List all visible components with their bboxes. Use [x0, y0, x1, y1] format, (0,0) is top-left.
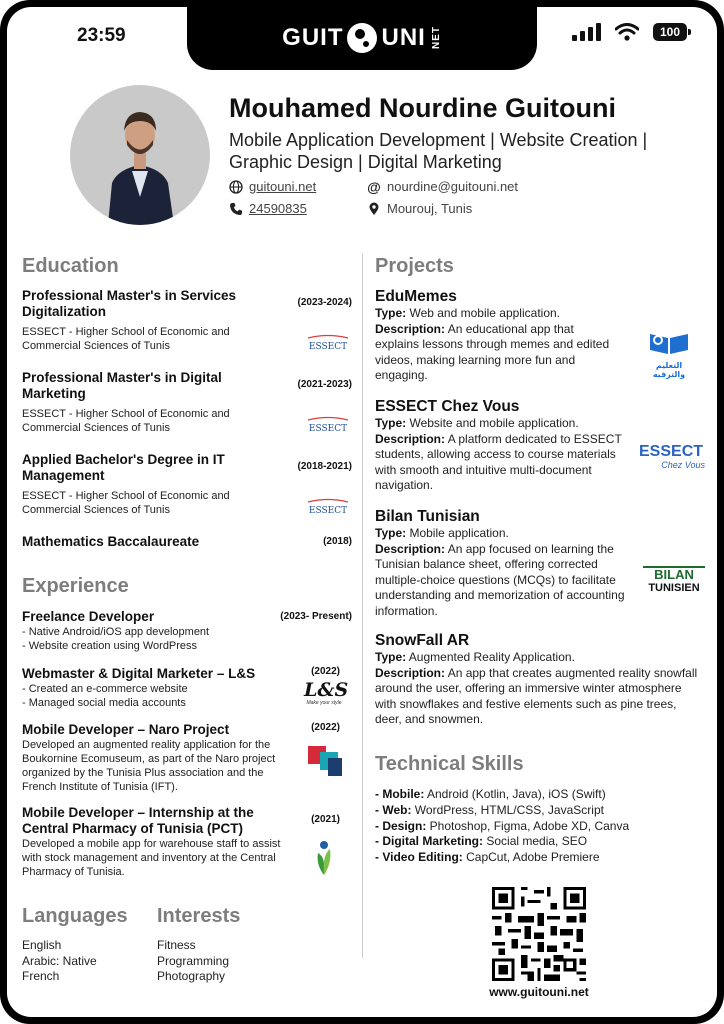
education-item: [22, 534, 352, 550]
naro-logo: [306, 744, 346, 778]
edumemes-logo: [641, 326, 697, 379]
brand-logo: [282, 23, 442, 53]
degree-title: Professional Master's in Digital Marketing: [22, 370, 222, 401]
project-title: SnowFall AR: [375, 632, 470, 649]
degree-title: Professional Master's in Services Digitalization: [22, 288, 237, 319]
moon-icon: [347, 23, 377, 53]
project-description: Description: An educational app that explains lessons through memes and edited videos, making learning more fun and engaging.: [375, 321, 610, 382]
location-contact: [367, 201, 472, 216]
wifi-icon: [615, 23, 639, 41]
essect-logo: [304, 416, 352, 436]
interest-item: Programming: [157, 953, 230, 968]
project-item: [375, 508, 705, 619]
project-type: Type: Augmented Reality Application.: [375, 650, 575, 664]
job-date: (2022): [311, 722, 340, 733]
experience-item: [22, 722, 352, 794]
job-role: Webmaster & Digital Marketer – L&S: [22, 666, 256, 681]
project-type: Type: Website and mobile application.: [375, 416, 579, 430]
essect-chez-vous-logo-sub: Chez Vous: [661, 460, 705, 470]
job-detail: - Created an e-commerce website: [22, 683, 188, 695]
interests-heading: Interests: [157, 905, 241, 927]
phone-link[interactable]: 24590835: [249, 201, 307, 216]
ls-logo: [304, 679, 349, 710]
skill-item: - Video Editing: CapCut, Adobe Premiere: [375, 850, 600, 865]
column-divider: [362, 253, 363, 958]
brand-right: UNI: [381, 23, 426, 51]
project-item: [375, 632, 705, 728]
degree-title: Applied Bachelor's Degree in IT Management: [22, 452, 225, 483]
skill-item: - Web: WordPress, HTML/CSS, JavaScript: [375, 802, 604, 817]
essect-logo: [304, 334, 352, 354]
project-item: [375, 398, 705, 494]
project-type: Type: Web and mobile application.: [375, 306, 560, 320]
experience-item: [22, 805, 352, 879]
job-date: (2022): [311, 666, 340, 677]
job-detail: - Website creation using WordPress: [22, 640, 198, 652]
projects-heading: Projects: [375, 255, 454, 277]
screen: [7, 7, 717, 1017]
website-contact[interactable]: [229, 179, 316, 194]
status-icons: [572, 23, 687, 41]
email-link[interactable]: nourdine@guitouni.net: [387, 179, 519, 194]
job-role: Mobile Developer – Naro Project: [22, 722, 230, 737]
project-item: [375, 288, 705, 384]
ls-logo-tagline: Make your style: [306, 700, 342, 706]
project-type: Type: Mobile application.: [375, 526, 509, 540]
project-description: Description: An app that creates augmented reality snowfall around the user, offering an immersive winter atmosphere with snowflakes and festive elements such as pine trees, deer, and snowmen.: [375, 665, 698, 726]
pct-logo: [308, 837, 340, 877]
school-name: ESSECT - Higher School of Economic and Commercial Sciences of Tunis: [22, 490, 230, 516]
website-link[interactable]: guitouni.net: [249, 179, 317, 194]
language-item: Arabic: Native: [22, 953, 97, 968]
job-date: (2023- Present): [280, 611, 352, 622]
project-description: Description: A platform dedicated to ESSECT students, allowing access to course materials with smooth and intuitive multi-document navigation.: [375, 431, 622, 492]
job-role: Mobile Developer – Internship at the Central Pharmacy of Tunisia (PCT): [22, 805, 254, 836]
job-date: (2021): [311, 814, 340, 825]
job-detail: Developed a mobile app for warehouse staff to assist with stock management and inventory at the Central Pharmacy of Tunisia.: [22, 838, 281, 878]
essect-logo-text: ESSECT: [308, 506, 348, 516]
ls-logo-text: L&S: [304, 679, 349, 701]
essect-logo: [304, 498, 352, 518]
languages-heading: Languages: [22, 905, 128, 927]
interest-item: Fitness: [157, 938, 196, 952]
job-detail: Developed an augmented reality application for the Boukornine Ecomuseum, as part of the Naro project organized by the Tunisia Plus association and the French Institute of Tunisia (IFT).: [22, 739, 276, 793]
skill-item: - Mobile: Android (Kotlin, Java), iOS (Swift): [375, 787, 606, 801]
school-name: ESSECT - Higher School of Economic and Commercial Sciences of Tunis: [22, 326, 230, 352]
skills-heading: Technical Skills: [375, 753, 524, 775]
skill-item: - Digital Marketing: Social media, SEO: [375, 834, 588, 849]
job-role: Freelance Developer: [22, 609, 155, 624]
essect-chez-vous-logo: [639, 443, 705, 470]
at-icon: @: [367, 178, 381, 195]
brand-left: GUIT: [282, 23, 344, 51]
job-title: Mobile Application Development | Website Creation | Graphic Design | Digital Marketing: [229, 130, 648, 172]
interests-list: [157, 938, 229, 985]
project-description: Description: An app focused on learning the Tunisian balance sheet, offering corrected multiple-choice questions (MCQs) to facilitate understanding and memorization of accounting information.: [375, 541, 625, 618]
project-title: ESSECT Chez Vous: [375, 398, 520, 415]
status-time: 23:59: [77, 25, 126, 46]
edumemes-logo-text: التعليم والترفيه: [652, 361, 686, 379]
notch-brand: [187, 7, 537, 70]
essect-chez-vous-logo-text: ESSECT: [639, 443, 704, 460]
project-title: Bilan Tunisian: [375, 508, 480, 525]
skills-list: [375, 787, 695, 866]
footer-url[interactable]: www.guitouni.net: [489, 985, 589, 999]
battery-icon: 100: [653, 23, 687, 41]
skill-item: - Design: Photoshop, Figma, Adobe XD, Canva: [375, 818, 630, 833]
full-name: Mouhamed Nourdine Guitouni: [229, 93, 616, 123]
education-item: [22, 288, 352, 353]
degree-date: (2023-2024): [297, 297, 352, 308]
degree-date: (2021-2023): [297, 379, 352, 390]
education-item: [22, 370, 352, 435]
essect-logo-text: ESSECT: [308, 342, 348, 352]
qr-code[interactable]: [492, 887, 586, 981]
job-detail: - Native Android/iOS app development: [22, 626, 210, 638]
language-item: French: [22, 969, 60, 983]
phone-icon: [229, 202, 243, 216]
globe-icon: [229, 180, 243, 194]
interest-item: Photography: [157, 969, 226, 983]
degree-date: (2018-2021): [297, 461, 352, 472]
education-item: [22, 452, 352, 517]
brand-suffix: NET: [430, 26, 442, 49]
degree-date: (2018): [323, 536, 352, 547]
location-pin-icon: [367, 202, 381, 216]
header: [229, 91, 699, 173]
book-icon: [644, 326, 694, 356]
language-item: English: [22, 938, 62, 952]
avatar: [70, 85, 210, 225]
essect-logo-text: ESSECT: [308, 424, 348, 434]
languages-list: [22, 938, 97, 985]
bilan-tunisien-logo: [643, 566, 705, 595]
project-title: EduMemes: [375, 288, 457, 305]
education-heading: Education: [22, 255, 119, 277]
signal-icon: [572, 23, 601, 41]
bilan-logo-sub: TUNISIEN: [648, 582, 700, 594]
bilan-logo-text: BILAN: [643, 566, 705, 582]
experience-item: [22, 666, 352, 710]
job-detail: - Managed social media accounts: [22, 697, 186, 709]
school-name: ESSECT - Higher School of Economic and Commercial Sciences of Tunis: [22, 408, 230, 434]
experience-heading: Experience: [22, 575, 129, 597]
location-text: Mourouj, Tunis: [387, 201, 473, 216]
experience-item: [22, 609, 352, 653]
degree-title: Mathematics Baccalaureate: [22, 534, 200, 549]
phone-contact[interactable]: [229, 201, 307, 216]
email-contact[interactable]: [367, 179, 518, 194]
